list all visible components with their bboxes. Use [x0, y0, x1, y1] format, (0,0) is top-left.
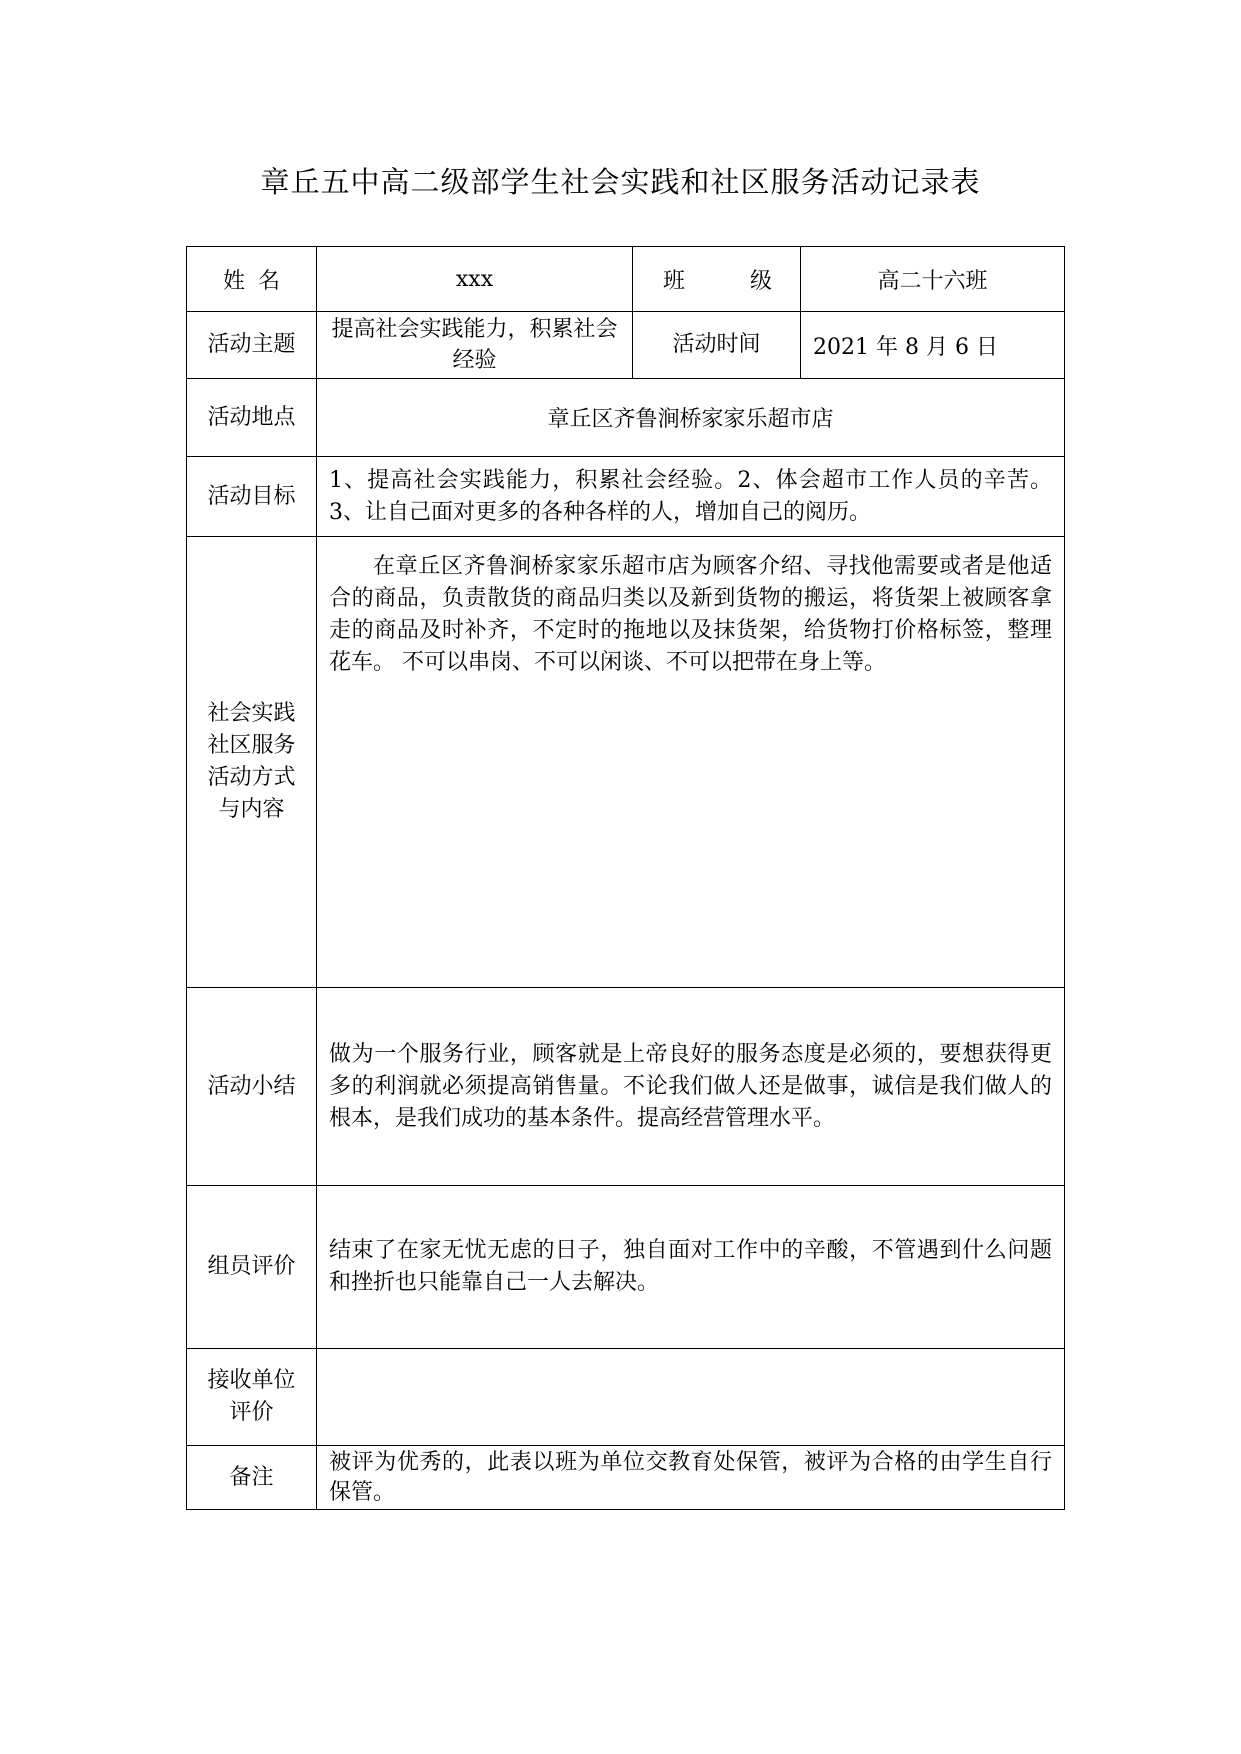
peer-value: 结束了在家无忧无虑的日子，独自面对工作中的辛酸，不管遇到什么问题和挫折也只能靠自己一人去解决。: [317, 1186, 1065, 1349]
row-place: [187, 379, 1065, 457]
theme-value: 提高社会实践能力，积累社会经验: [317, 312, 633, 379]
summary-label: 活动小结: [187, 988, 317, 1186]
class-label-cell: [633, 247, 801, 312]
row-unit-review: [187, 1349, 1065, 1446]
name-label-b: 名: [257, 268, 280, 294]
place-value: 章丘区齐鲁涧桥家家乐超市店: [317, 379, 1065, 457]
class-value: 高二十六班: [801, 247, 1065, 312]
class-label-a: 班: [663, 268, 686, 294]
row-goal: [187, 457, 1065, 537]
peer-label: 组员评价: [187, 1186, 317, 1349]
row-note: [187, 1446, 1065, 1510]
row-theme-time: [187, 312, 1065, 379]
note-value: 被评为优秀的，此表以班为单位交教育处保管，被评为合格的由学生自行保管。: [317, 1446, 1065, 1510]
time-label: 活动时间: [633, 312, 801, 379]
name-value: xxx: [317, 247, 633, 312]
goal-label: 活动目标: [187, 457, 317, 537]
row-peer-review: [187, 1186, 1065, 1349]
row-summary: [187, 988, 1065, 1186]
page-title: 章丘五中高二级部学生社会实践和社区服务活动记录表: [260, 165, 981, 199]
name-label-cell: [187, 247, 317, 312]
row-content: [187, 537, 1065, 988]
theme-label: 活动主题: [187, 312, 317, 379]
unit-label: 接收单位评价: [187, 1349, 317, 1446]
content-label: 社会实践社区服务活动方式与内容: [187, 537, 317, 988]
summary-value: 做为一个服务行业，顾客就是上帝良好的服务态度是必须的，要想获得更多的利润就必须提高销售量。不论我们做人还是做事，诚信是我们做人的根本，是我们成功的基本条件。提高经营管理水平。: [317, 988, 1065, 1186]
activity-record-table: [186, 246, 1065, 1510]
time-value: 2021 年 8 月 6 日: [801, 312, 1065, 379]
note-label: 备注: [187, 1446, 317, 1510]
class-label-b: 级: [749, 268, 772, 294]
goal-value: 1、提高社会实践能力，积累社会经验。2、体会超市工作人员的辛苦。3、让自己面对更多的各种各样的人，增加自己的阅历。: [317, 457, 1065, 537]
unit-value: [317, 1349, 1065, 1446]
name-label-a: 姓: [223, 268, 246, 294]
content-value: 在章丘区齐鲁涧桥家家乐超市店为顾客介绍、寻找他需要或者是他适合的商品，负责散货的商品归类以及新到货物的搬运，将货架上被顾客拿走的商品及时补齐，不定时的拖地以及抹货架，给货物打价格标签，整理花车。 不可以串岗、不可以闲谈、不可以把带在身上等。: [317, 537, 1065, 988]
place-label: 活动地点: [187, 379, 317, 457]
row-name-class: [187, 247, 1065, 312]
